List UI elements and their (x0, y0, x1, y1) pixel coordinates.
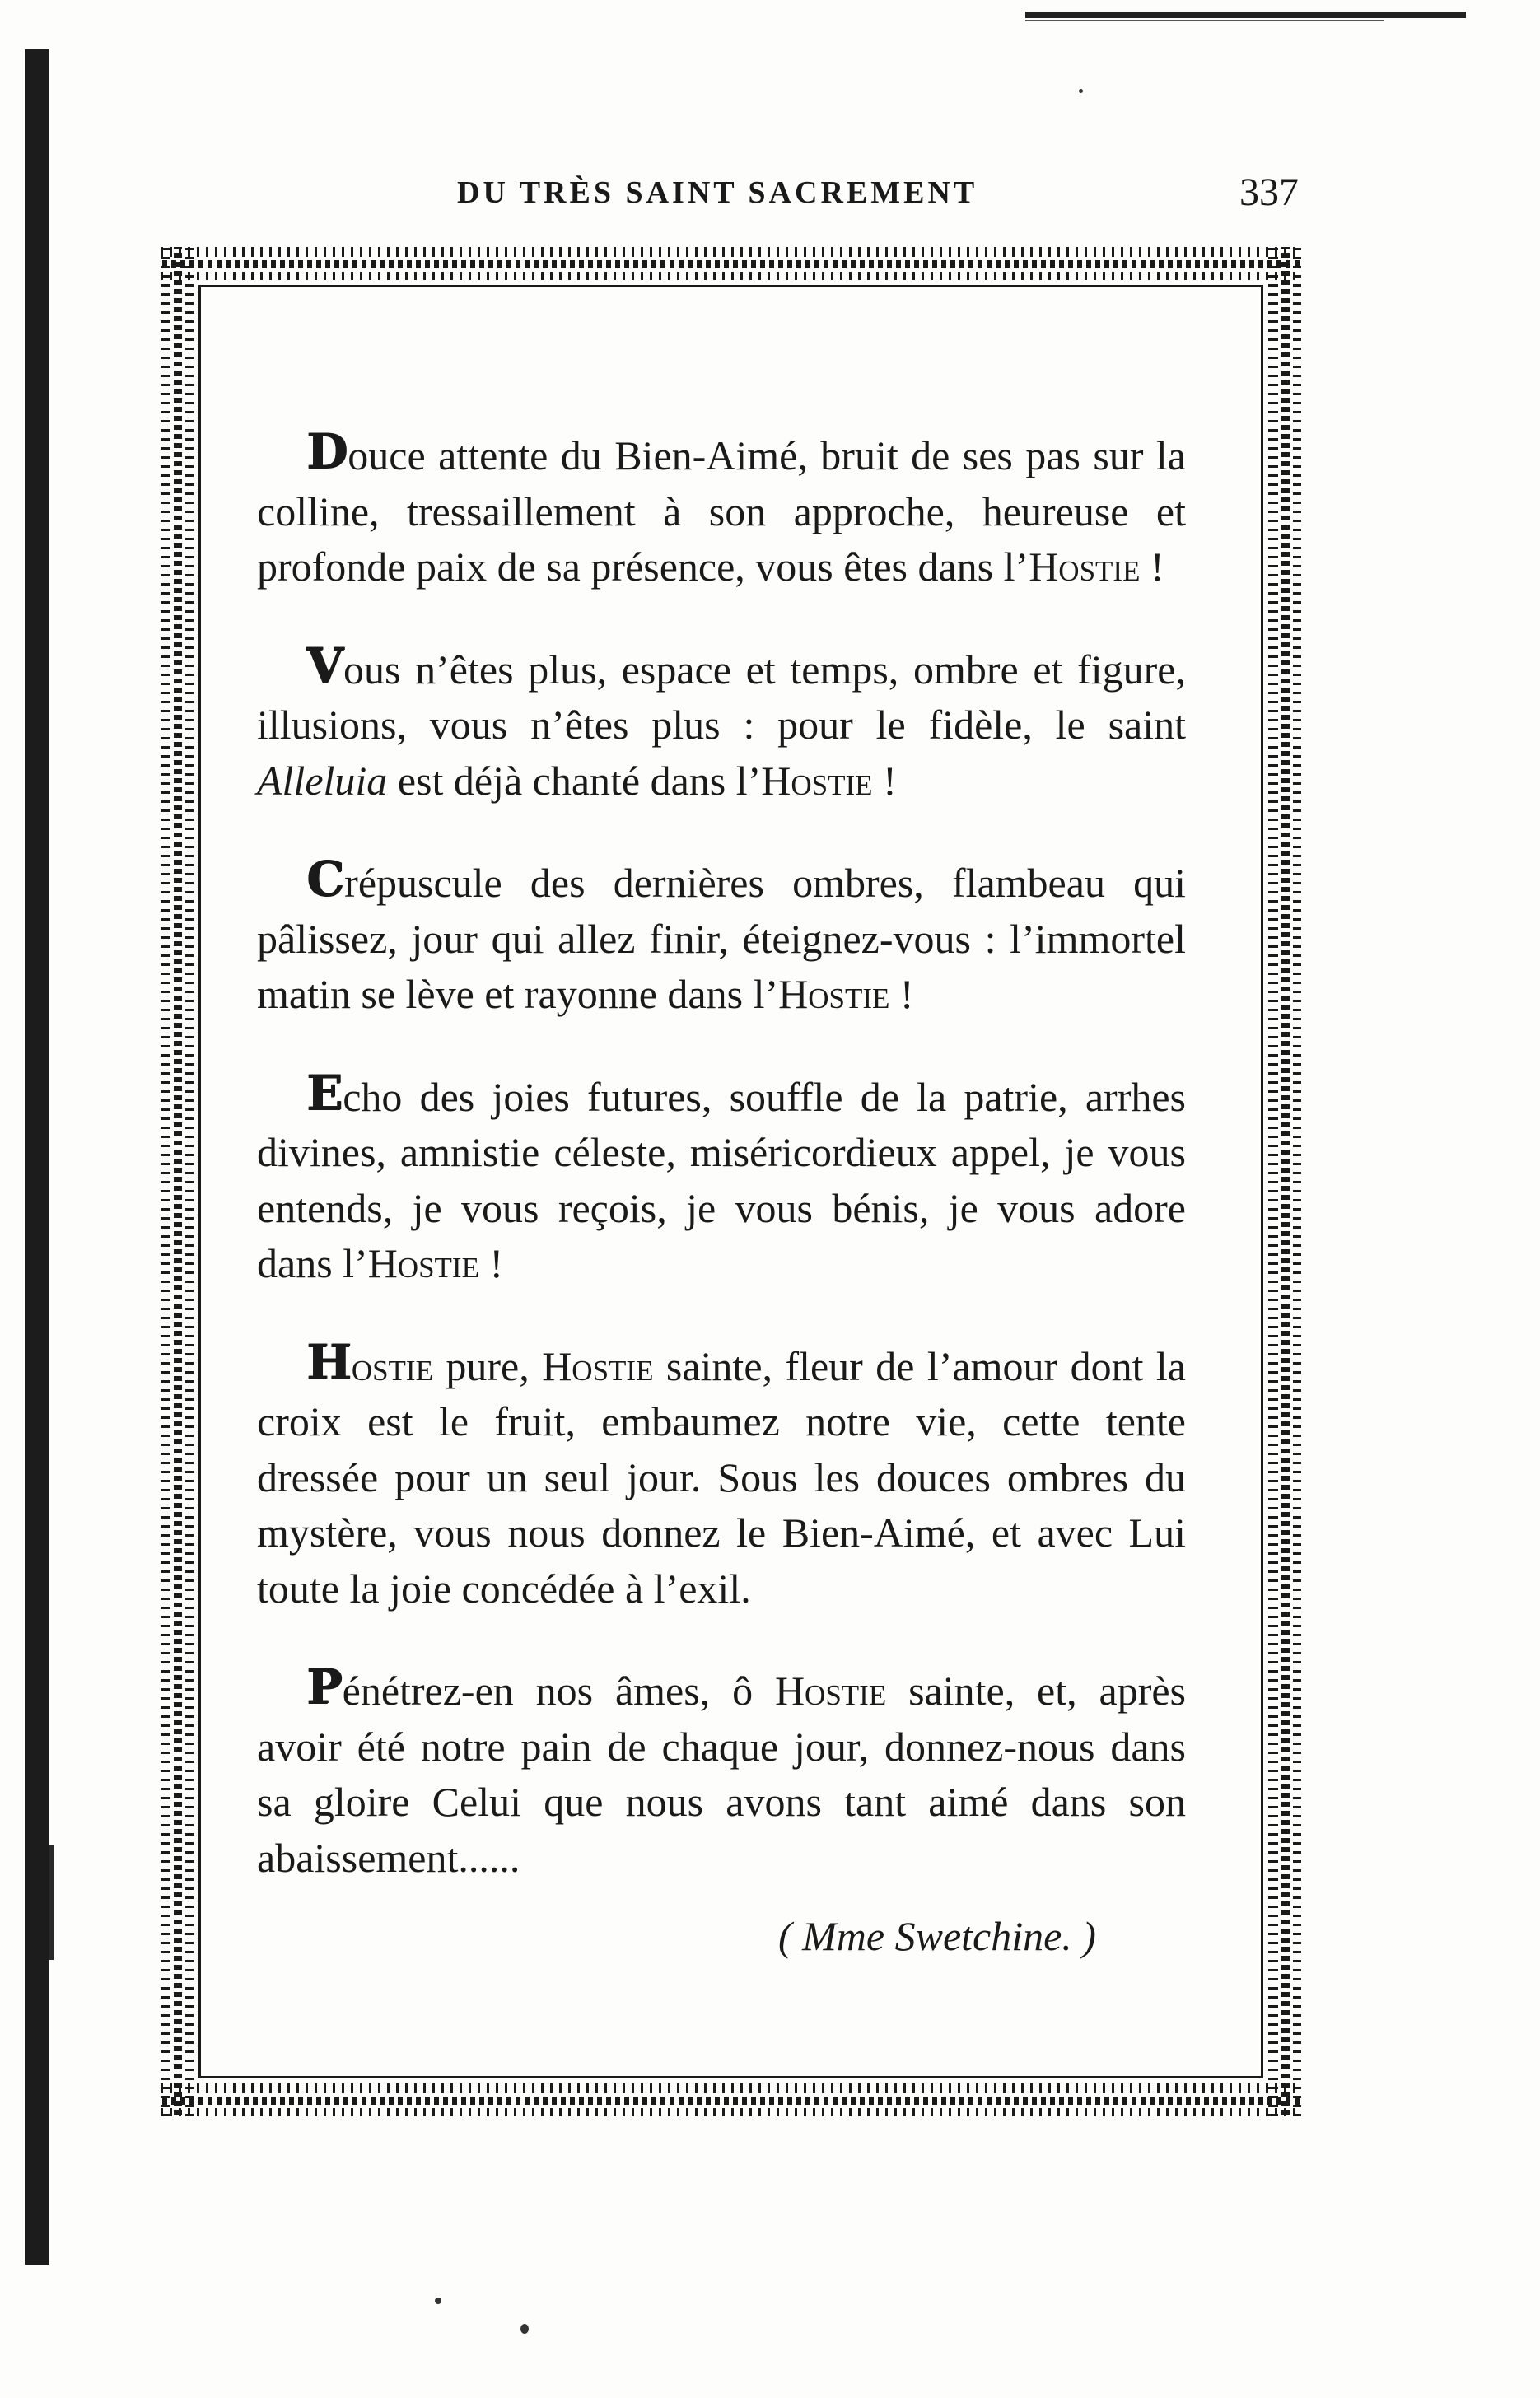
border-right-ornament (1268, 247, 1301, 2116)
ornamental-initial: C (306, 851, 345, 907)
ink-speck (520, 2324, 529, 2334)
gutter-notch (49, 1845, 54, 1960)
hostie-word: Hostie (778, 971, 890, 1017)
text-run: énétrez-en nos âmes, ô (342, 1668, 775, 1714)
italic-text: Alleluia (257, 757, 388, 804)
text-run: sainte, et, après avoir été notre pain de chaque jour, donnez-nous dans sa gloire Celui que nous avons tant aimé dans son abaissement...... (257, 1668, 1186, 1881)
paragraph-body (257, 851, 1186, 1017)
hostie-word: Hostie (761, 757, 873, 804)
hostie-word: Hostie (367, 1240, 479, 1286)
text-run: ! (889, 971, 914, 1017)
paragraph (257, 1064, 1186, 1292)
text-run: est déjà chanté dans l’ (387, 757, 762, 804)
hostie-word: Hostie (1029, 544, 1141, 590)
text-run: répuscule des dernières ombres, flambeau qui pâlissez, jour qui allez finir, éteignez-vous : l’immortel matin se lève et rayonne dans l’ (257, 860, 1186, 1017)
paragraph (257, 423, 1186, 595)
paragraph (257, 1333, 1186, 1617)
ornamental-initial: V (306, 637, 344, 693)
hostie-word: Hostie (542, 1342, 654, 1389)
text-run: ! (1140, 544, 1164, 590)
hostie-word: ostie (351, 1342, 433, 1389)
prayer-text (257, 423, 1186, 1933)
paragraph (257, 851, 1186, 1023)
ink-speck (1079, 89, 1083, 93)
text-run: ous n’êtes plus, espace et temps, ombre et figure, illusions, vous n’êtes plus : pour le fidèle, le saint (257, 646, 1186, 748)
top-edge-rule-thin (1025, 20, 1384, 21)
ornamental-initial: D (306, 423, 348, 479)
ink-speck (435, 2298, 441, 2304)
page-header (165, 170, 1301, 224)
paragraph-body (257, 637, 1186, 804)
paragraph-body (257, 1064, 1186, 1287)
ornamental-initial: E (306, 1064, 343, 1121)
text-run: cho des joies futures, souffle de la patrie, arrhes divines, amnistie céleste, miséricordieux appel, je vous entends, je vous reçois, je vous bénis, je vous adore dans l’ (257, 1073, 1186, 1286)
paragraph-body (257, 1333, 1186, 1612)
attribution: ( Mme Swetchine. ) (778, 1913, 1096, 1959)
hostie-word: Hostie (774, 1668, 887, 1714)
text-run: ! (478, 1240, 504, 1286)
running-title: DU TRÈS SAINT SACREMENT (457, 175, 978, 210)
page-number: 337 (1239, 170, 1299, 214)
text-run: ! (872, 757, 897, 804)
page-gutter-edge (25, 49, 49, 2265)
ornamental-initial: P (306, 1659, 343, 1715)
border-bottom-ornament (161, 2083, 1301, 2116)
text-run: ouce attente du Bien-Aimé, bruit de ses pas sur la colline, tressaillement à son approche, heureuse et profonde paix de sa présence, vous êtes dans l’ (257, 432, 1186, 590)
border-top-ornament (161, 247, 1301, 280)
text-run: pure, (432, 1342, 543, 1389)
text-run: sainte, fleur de l’amour dont la croix est le fruit, embaumez notre vie, cette tente dressée pour un seul jour. Sous les douces ombres du mystère, vous nous donnez le Bien-Aimé, et avec Lui toute la joie concédée à l’exil. (257, 1342, 1186, 1612)
paragraph-body (257, 423, 1186, 590)
paragraph (257, 637, 1186, 809)
border-left-ornament (161, 247, 194, 2116)
paragraph-body (257, 1659, 1186, 1881)
top-edge-rule (1025, 12, 1466, 18)
ornamental-initial: H (306, 1333, 352, 1390)
paragraph (257, 1659, 1186, 1886)
